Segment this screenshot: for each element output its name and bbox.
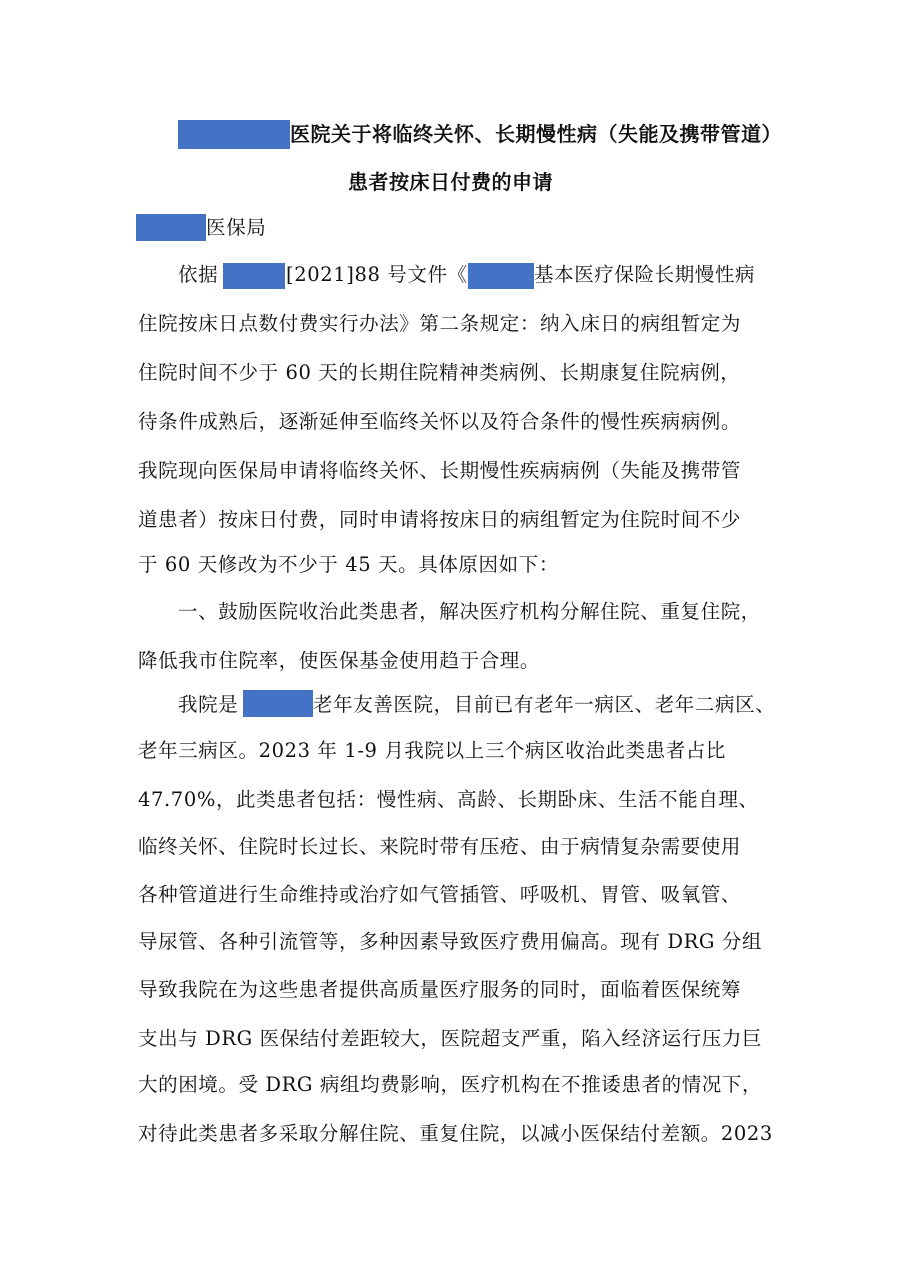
paragraph-3-line-10: 对待此类患者多采取分解住院、重复住院，以减小医保结付差额。2023 [138,1122,773,1145]
paragraph-1-line-2: 住院按床日点数付费实行办法》第二条规定：纳入床日的病组暂定为 [138,312,742,335]
redaction-block [468,263,534,289]
redaction-block [223,263,285,289]
paragraph-3-line-6: 导尿管、各种引流管等，多种因素导致医疗费用偏高。现有 DRG 分组 [138,930,763,953]
paragraph-3-line-9: 大的困境。受 DRG 病组均费影响，医疗机构在不推诿患者的情况下， [138,1073,763,1096]
paragraph-2-line-1: 一、鼓励医院收治此类患者，解决医疗机构分解住院、重复住院， [178,600,761,623]
paragraph-3-line-4: 临终关怀、住院时长过长、来院时带有压疮、由于病情复杂需要使用 [138,835,742,858]
paragraph-1-line-7: 于 60 天修改为不少于 45 天。具体原因如下： [138,553,559,576]
redaction-block [178,120,290,149]
paragraph-1-line-5: 我院现向医保局申请将临终关怀、长期慢性疾病病例（失能及携带管 [138,459,742,482]
paragraph-1-line-6: 道患者）按床日付费，同时申请将按床日的病组暂定为住院时间不少 [138,508,742,531]
paragraph-1-line-3: 住院时间不少于 60 天的长期住院精神类病例、长期康复住院病例， [138,361,741,384]
paragraph-1-line-4: 待条件成熟后，逐渐延伸至临终关怀以及符合条件的慢性疾病病例。 [138,410,742,433]
document-title-line-1: 医院关于将临终关怀、长期慢性病（失能及携带管道） [290,122,782,146]
redaction-block [136,214,206,241]
paragraph-2-line-2: 降低我市住院率，使医保基金使用趋于合理。 [138,649,541,672]
paragraph-3-line-5: 各种管道进行生命维持或治疗如气管插管、呼吸机、胃管、吸氧管、 [138,883,742,906]
paragraph-3-line-7: 导致我院在为这些患者提供高质量医疗服务的同时，面临着医保统筹 [138,978,742,1001]
addressee: 医保局 [206,216,267,239]
paragraph-3-line-1b: 老年友善医院，目前已有老年一病区、老年二病区、 [313,693,776,716]
paragraph-3-line-3: 47.70%，此类患者包括：慢性病、高龄、长期卧床、生活不能自理、 [138,788,759,811]
paragraph-3-line-2: 老年三病区。2023 年 1-9 月我院以上三个病区收治此类患者占比 [138,739,727,762]
redaction-block [243,690,313,717]
paragraph-1-line-1c: 基本医疗保险长期慢性病 [534,263,756,286]
paragraph-3-line-8: 支出与 DRG 医保结付差距较大，医院超支严重，陷入经济运行压力巨 [138,1027,763,1050]
paragraph-3-line-1a: 我院是 [178,693,239,716]
paragraph-1-line-1b: [2021]88 号文件《 [286,263,468,286]
paragraph-1-line-1a: 依据 [178,263,219,286]
document-title-line-2: 患者按床日付费的申请 [348,170,553,194]
